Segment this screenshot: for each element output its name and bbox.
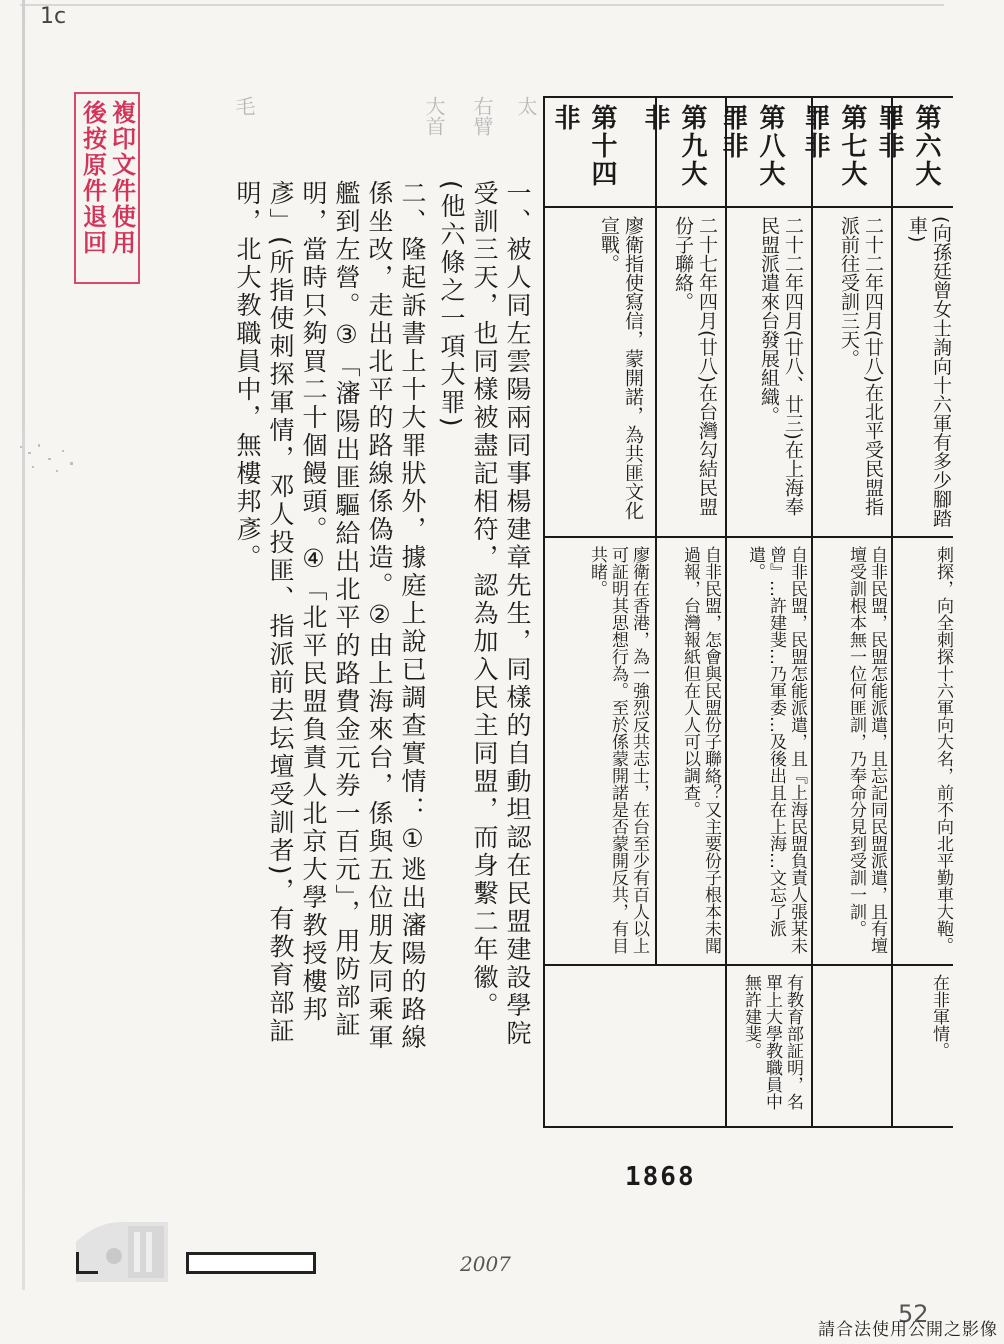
header-cell-7: 第七大罪非 [800, 104, 867, 188]
rebuttal-cell-8: 自非民盟，民盟怎能派遣，且『上海民盟負責人張某未曾』…許建斐…乃軍委…及後出且在上海…文忘了派遣。 [745, 546, 807, 954]
column-divider [725, 98, 727, 1128]
faint-header-item: 大首 [422, 96, 446, 136]
rebuttal-cell-6: 刺探，向全刺探十六軍向大名，前不向北平勤車大鞄。 [933, 546, 953, 954]
pencil-number: 2007 [460, 1252, 511, 1276]
charge-cell-9: 二十七年四月(廿八)在台灣勾結民盟份子聯絡。 [672, 216, 718, 516]
faint-header [220, 96, 540, 176]
rebuttal-cell-9: 自非民盟，怎會與民盟份子聯絡？又主要份子根本未聞過報，台灣報紙但在人人可以調查。 [680, 546, 721, 954]
charge-cell-7: 二十二年四月(廿八)在北平受民盟指派前往受訓三天。 [838, 216, 884, 516]
charge-cell-8: 二十二年四月(廿八、廿三)在上海奉民盟派遣來台發展組織。 [758, 216, 804, 516]
header-cell-8: 第八大罪非 [718, 104, 785, 188]
charges-table [543, 96, 953, 1128]
corner-number: 52 [898, 1300, 929, 1328]
charge-cell-14: 廖衛指使寫信，蒙開諾，為共匪文化宣戰。 [598, 216, 644, 520]
bottom-box-mark [186, 1252, 316, 1274]
bottom-bracket-mark [76, 1252, 98, 1274]
faint-header-item: 太 [514, 96, 538, 116]
scan-noise-marks [18, 440, 78, 480]
header-cell-9: 第九大非 [640, 104, 707, 188]
rebuttal-cell-14: 廖衛在香港，為一強烈反共志士，在台至少有百人以上可証明其思想行為。至於係蒙開諾是否蒙開反共，有目共睹。 [587, 546, 649, 954]
page-number: 1868 [625, 1162, 696, 1192]
copy-stamp [74, 92, 140, 284]
stamp-column-2: 後按原件退回 [78, 100, 107, 256]
body-paragraph-1: 一、被人同左雲陽兩同事楊建章先生，同樣的自動坦認在民盟建設學院受訓三天，也同樣被盡記相符，認為加入民主同盟，而身繫二年徽。(他六條之一項大罪) [437, 180, 532, 1048]
evidence-cell-6: 在非軍情。 [929, 974, 949, 1059]
body-paragraph-2: 二、隆起訴書上十大罪狀外，據庭上說已調查實情：①逃出瀋陽的路線係坐改，走出北平的路線係偽造。②由上海來台，係與五位朋友同乘軍艦到左營。③「瀋陽出匪驅給出北平的路費金元券一百元」，用防部証明，當時只夠買二十個饅頭。④「北平民盟負責人北京大學教授樓邦彥」(所指使刺探軍情，邓人投匪、指派前去坛壇受訓者)，有教育部証明，北大教職員中，無樓邦彥。 [233, 180, 427, 1052]
faint-header-item: 毛 [232, 96, 256, 116]
column-divider [891, 98, 893, 1128]
page-edge-left [22, 0, 25, 1290]
faint-header-item: 右臂 [470, 96, 494, 136]
stamp-column-1: 複印文件使用 [107, 100, 136, 256]
footer-usage-notice: 請合法使用公開之影像 [818, 1320, 998, 1340]
handwritten-body [233, 180, 540, 1060]
column-divider [655, 98, 657, 964]
header-cell-6: 第六大罪非 [874, 104, 941, 188]
header-cell-14: 第十四非 [550, 104, 617, 188]
archive-watermark-icon [68, 1212, 178, 1290]
column-divider [811, 98, 813, 1128]
page-edge-top [20, 4, 944, 6]
charge-cell-6: (向孫廷曾女士詢向十六軍有多少腳踏車) [906, 216, 952, 528]
corner-mark: 1c [40, 4, 67, 29]
evidence-cell-8: 有教育部証明，名單上大學教職員中無許建斐。 [741, 974, 803, 1110]
rebuttal-cell-7: 自非民盟，民盟怎能派遣，且忘記同民盟派遣，且有壇壇受訓根本無一位何匪訓，乃奉命分見到受訓一訓。 [846, 546, 887, 954]
